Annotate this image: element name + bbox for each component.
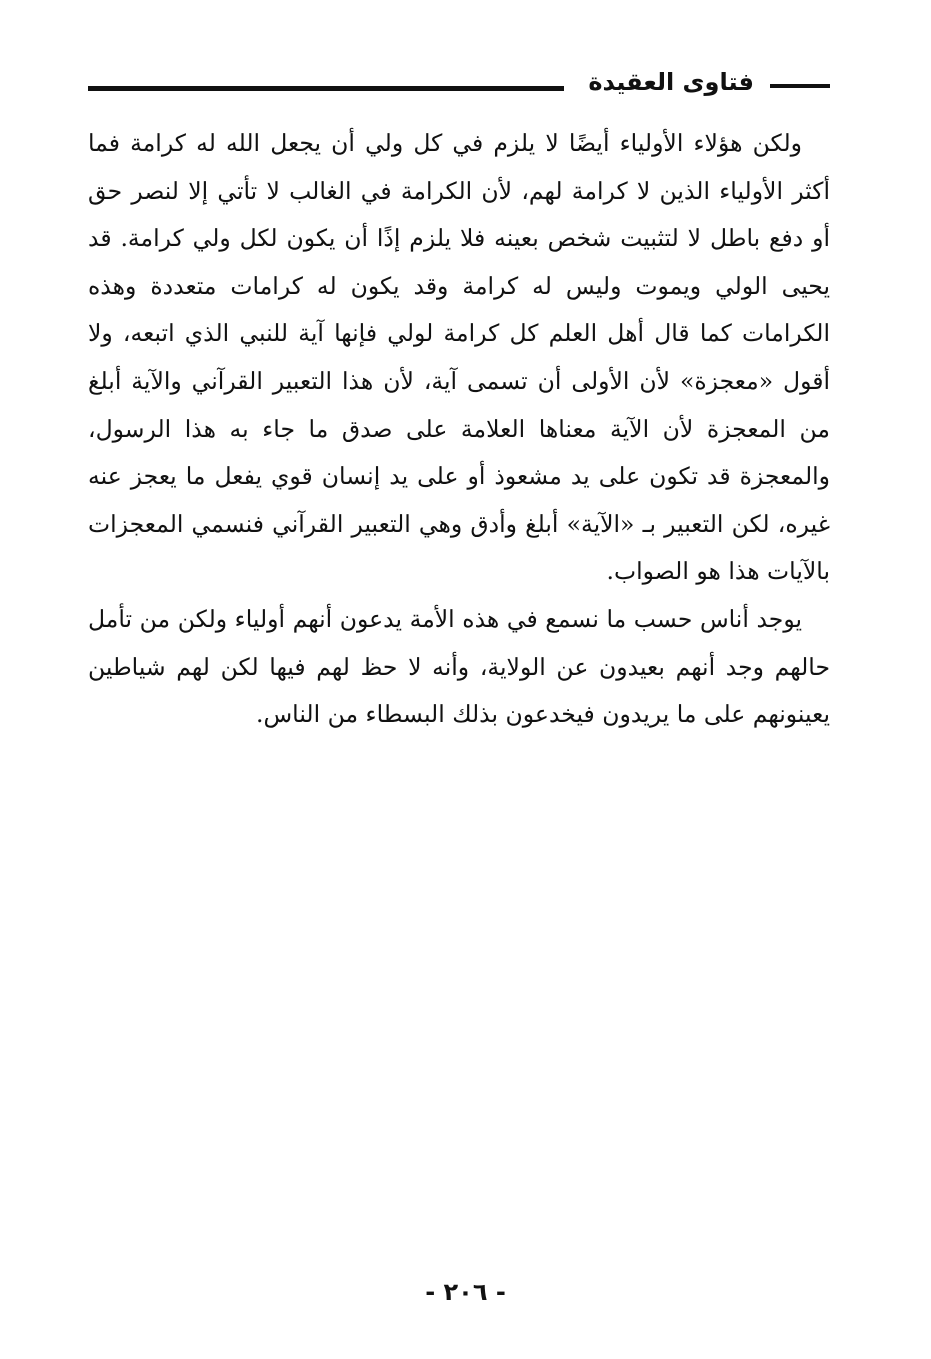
header-short-rule (770, 84, 830, 88)
body-text (88, 120, 830, 739)
running-header (88, 66, 830, 106)
page-number: - ٢٠٦ - (425, 1278, 506, 1306)
paragraph-2: يوجد أناس حسب ما نسمع في هذه الأمة يدعون أنهم أولياء ولكن من تأمل حالهم وجد أنهم بعيدون عن الولاية، وأنه لا حظ لهم فيها لكن لهم شياطين يعينونهم على ما يريدون فيخدعون بذلك البسطاء من الناس. (88, 604, 830, 729)
header-title: فتاوى العقيدة (588, 68, 754, 96)
paragraph-1: ولكن هؤلاء الأولياء أيضًا لا يلزم في كل ولي أن يجعل الله له كرامة فما أكثر الأولياء الذين لا كرامة لهم، لأن الكرامة في الغالب لا تأتي إلا لنصر حق أو دفع باطل لا لتثبيت شخص بعينه فلا يلزم إذًا أن يكون لكل ولي كرامة. قد يحيى الولي ويموت وليس له كرامة وقد يكون له كرامات متعددة وهذه الكرامات كما قال أهل العلم كل كرامة لولي فإنها آية للنبي الذي اتبعه، ولا أقول «معجزة» لأن الأولى أن تسمى آية، لأن هذا التعبير القرآني والآية أبلغ من المعجزة لأن الآية معناها العلامة على صدق ما جاء به هذا الرسول، والمعجزة قد تكون على يد مشعوذ أو على يد إنسان قوي يفعل ما يعجز عنه غيره، لكن التعبير بـ «الآية» أبلغ وأدق وهي التعبير القرآني فنسمي المعجزات بالآيات هذا هو الصواب. (88, 129, 830, 586)
header-long-rule (88, 86, 564, 91)
